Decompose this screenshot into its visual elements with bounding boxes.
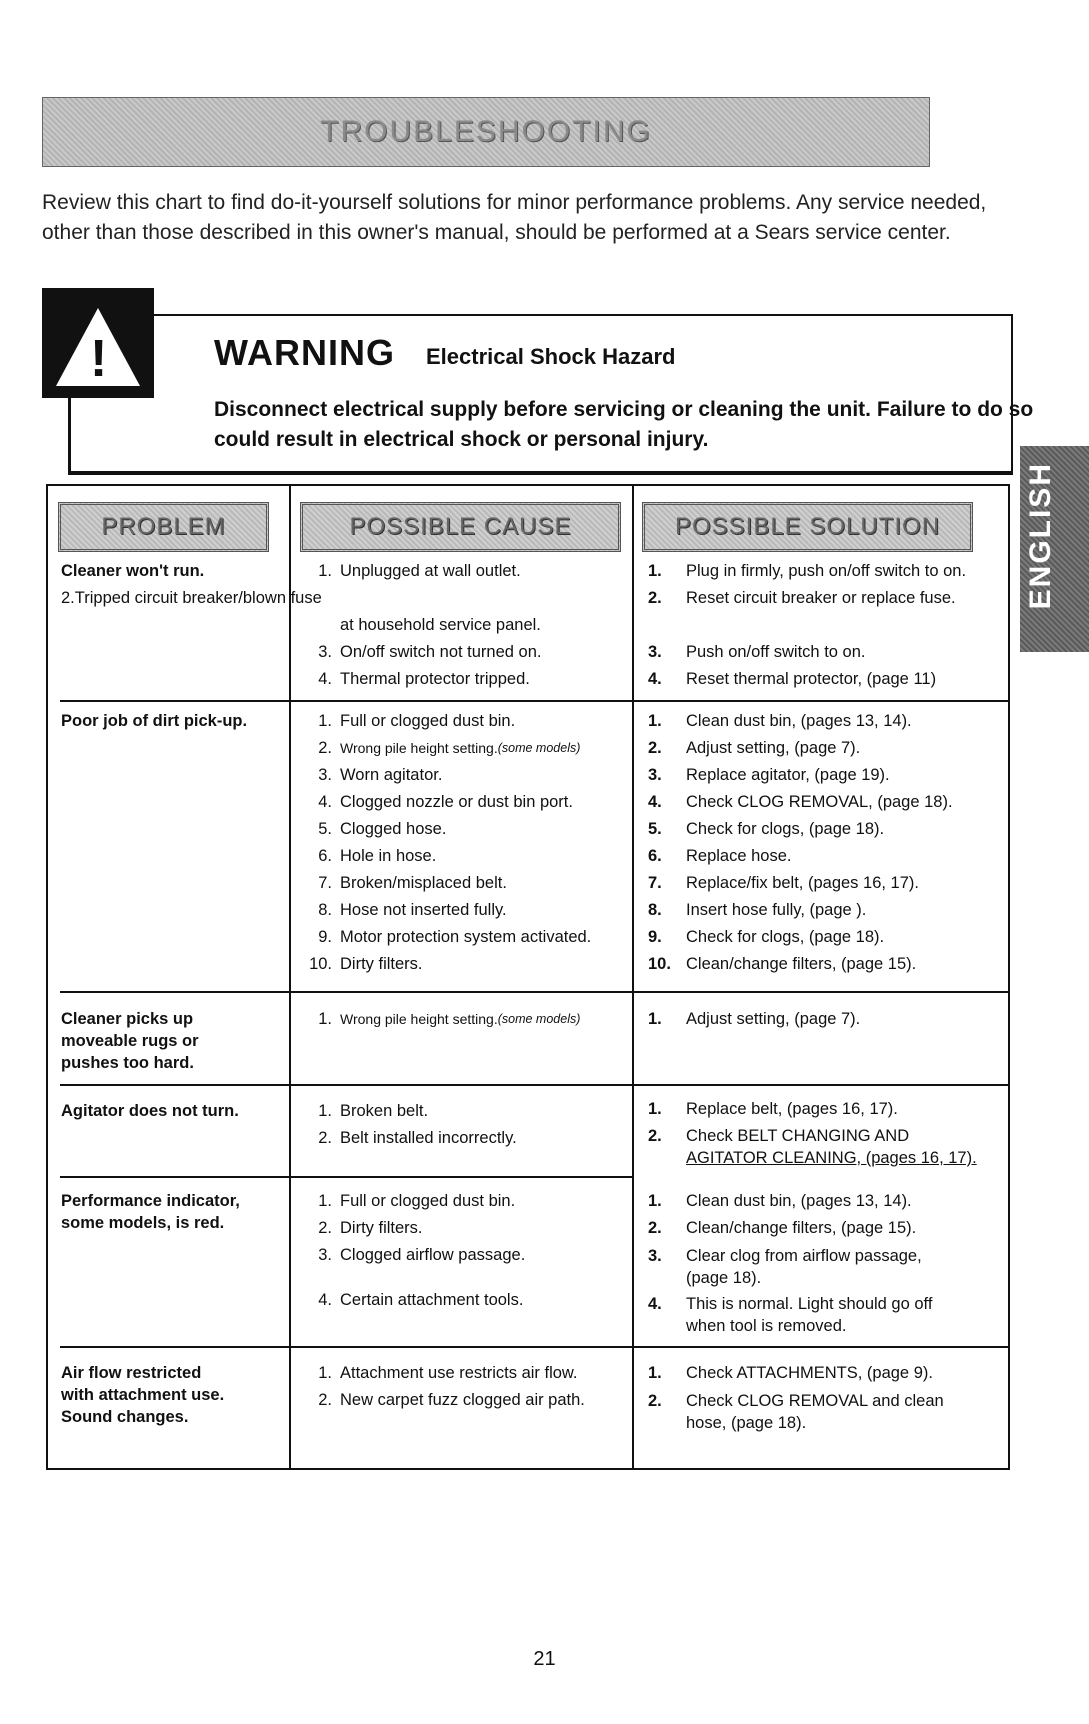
row-divider (60, 1084, 1010, 1086)
problem-label: Agitator does not turn. (61, 1102, 239, 1120)
cause-list (304, 1360, 630, 1414)
list-item: 1. Adjust setting, (page 7). (648, 1010, 861, 1028)
list-item: 9. Check for clogs, (page 18). (648, 928, 885, 946)
list-item: 1. Check ATTACHMENTS, (page 9). (648, 1364, 933, 1382)
list-item: 1. Unplugged at wall outlet. (318, 562, 521, 580)
list-item: 1. Clean dust bin, (pages 13, 14). (648, 1192, 912, 1210)
list-item: 3. Push on/off switch to on. (648, 643, 866, 661)
row-divider (60, 1176, 290, 1178)
list-item: 1. Clean dust bin, (pages 13, 14). (648, 712, 912, 730)
list-item: 10. Dirty filters. (309, 955, 423, 973)
row-divider (289, 1176, 634, 1178)
list-item: 1. Full or clogged dust bin. (318, 712, 516, 730)
list-item: 3. On/off switch not turned on. (318, 643, 542, 661)
list-item: 1. Plug in firmly, push on/off switch to on. (648, 562, 967, 580)
warning-text: Disconnect electrical supply before servicing or cleaning the unit. Failure to do so could result in electrical shock or personal injury. (214, 398, 1034, 451)
list-item: 8. Insert hose fully, (page ). (648, 901, 867, 919)
warning-subtitle: Electrical Shock Hazard (426, 344, 676, 369)
language-tab-label: ENGLISH (1024, 462, 1057, 610)
solution-list (648, 1098, 1008, 1169)
list-item: 2. Wrong pile height setting. (some models) (318, 739, 581, 757)
page-number: 21 (533, 1648, 556, 1670)
header-problem: PROBLEM (58, 502, 269, 552)
solution-list (648, 1188, 1008, 1337)
list-item: 4. Clogged nozzle or dust bin port. (318, 793, 573, 811)
row-divider (60, 1346, 1010, 1348)
list-item: 2. Belt installed incorrectly. (318, 1129, 517, 1147)
list-item: 4. This is normal. Light should go off when tool is removed. (648, 1295, 933, 1335)
list-item: 1. Full or clogged dust bin. (318, 1192, 516, 1210)
list-item: 1. Replace belt, (pages 16, 17). (648, 1100, 898, 1118)
list-item: 4. Check CLOG REMOVAL, (page 18). (648, 793, 953, 811)
header-cause: POSSIBLE CAUSE (300, 502, 621, 552)
intro-paragraph: Review this chart to find do-it-yourself solutions for minor performance problems. Any service needed, other than those described in this owner's manual, should be performed at a Sears service center. (42, 191, 987, 244)
list-item: 4. Thermal protector tripped. (318, 670, 530, 688)
row-divider (60, 700, 1010, 702)
list-item: 6. Replace hose. (648, 847, 792, 865)
list-item: 2. Clean/change filters, (page 15). (648, 1219, 917, 1237)
list-item: 1. Broken belt. (318, 1102, 429, 1120)
list-item: 2. New carpet fuzz clogged air path. (318, 1391, 585, 1409)
row-divider (60, 991, 1010, 993)
problem-label: Cleaner picks up moveable rugs or pushes too hard. (61, 1010, 199, 1072)
column-divider (632, 486, 634, 1468)
cause-list (304, 1188, 630, 1314)
header-solution: POSSIBLE SOLUTION (642, 502, 973, 552)
list-item: 2. Check CLOG REMOVAL and clean hose, (page 18). (648, 1392, 944, 1432)
warning-title: WARNING (214, 332, 395, 373)
warning-box (42, 288, 1034, 471)
cause-list (304, 708, 630, 978)
banner-title: TROUBLESHOOTING (320, 115, 652, 148)
list-item: 4. Certain attachment tools. (318, 1291, 524, 1309)
problem-label: Performance indicator, some models, is red. (61, 1192, 240, 1232)
problem-label: Cleaner won't run. (61, 562, 205, 580)
exclamation-icon: ! (90, 330, 108, 388)
list-item: 3. Worn agitator. (318, 766, 443, 784)
solution-list (648, 1360, 1008, 1434)
list-item: 6. Hole in hose. (318, 847, 437, 865)
solution-list (648, 558, 1008, 693)
list-item: 2. Reset circuit breaker or replace fuse. (648, 589, 956, 607)
solution-list (648, 1006, 1008, 1033)
cause-list (304, 1006, 630, 1033)
column-divider (289, 486, 291, 1468)
troubleshooting-chart (46, 484, 1010, 1470)
list-item: 1. Wrong pile height setting. (some models) (318, 1010, 581, 1028)
list-item: 10. Clean/change filters, (page 15). (648, 955, 917, 973)
list-item: 9. Motor protection system activated. (318, 928, 592, 946)
cause-list (304, 612, 624, 693)
warning-icon-block (42, 288, 154, 398)
list-item: 3. Clogged airflow passage. (318, 1246, 526, 1264)
list-item: at household service panel. (340, 616, 541, 634)
list-item: 8. Hose not inserted fully. (318, 901, 507, 919)
list-item: 4. Reset thermal protector, (page 11) (648, 670, 937, 688)
solution-list (648, 708, 1008, 978)
list-item: 2. Dirty filters. (318, 1219, 423, 1237)
list-item: 3. Replace agitator, (page 19). (648, 766, 890, 784)
cause-list (304, 1098, 630, 1152)
list-item: 7. Broken/misplaced belt. (318, 874, 507, 892)
cause-item-2: 2.Tripped circuit breaker/blown fuse (61, 589, 322, 607)
cause-list (304, 558, 624, 585)
list-item: 5. Check for clogs, (page 18). (648, 820, 885, 838)
list-item: 5. Clogged hose. (318, 820, 447, 838)
list-item: 2. Adjust setting, (page 7). (648, 739, 861, 757)
list-item: 7. Replace/fix belt, (pages 16, 17). (648, 874, 919, 892)
list-item: 2. Check BELT CHANGING AND AGITATOR CLEANING, (pages 16, 17). (648, 1127, 977, 1167)
list-item: 3. Clear clog from airflow passage, (page 18). (648, 1247, 922, 1287)
language-tab (1020, 446, 1089, 652)
troubleshooting-banner (42, 97, 930, 167)
problem-label: Air flow restricted with attachment use. Sound changes. (61, 1364, 225, 1426)
list-item: 1. Attachment use restricts air flow. (318, 1364, 578, 1382)
problem-label: Poor job of dirt pick-up. (61, 712, 248, 730)
